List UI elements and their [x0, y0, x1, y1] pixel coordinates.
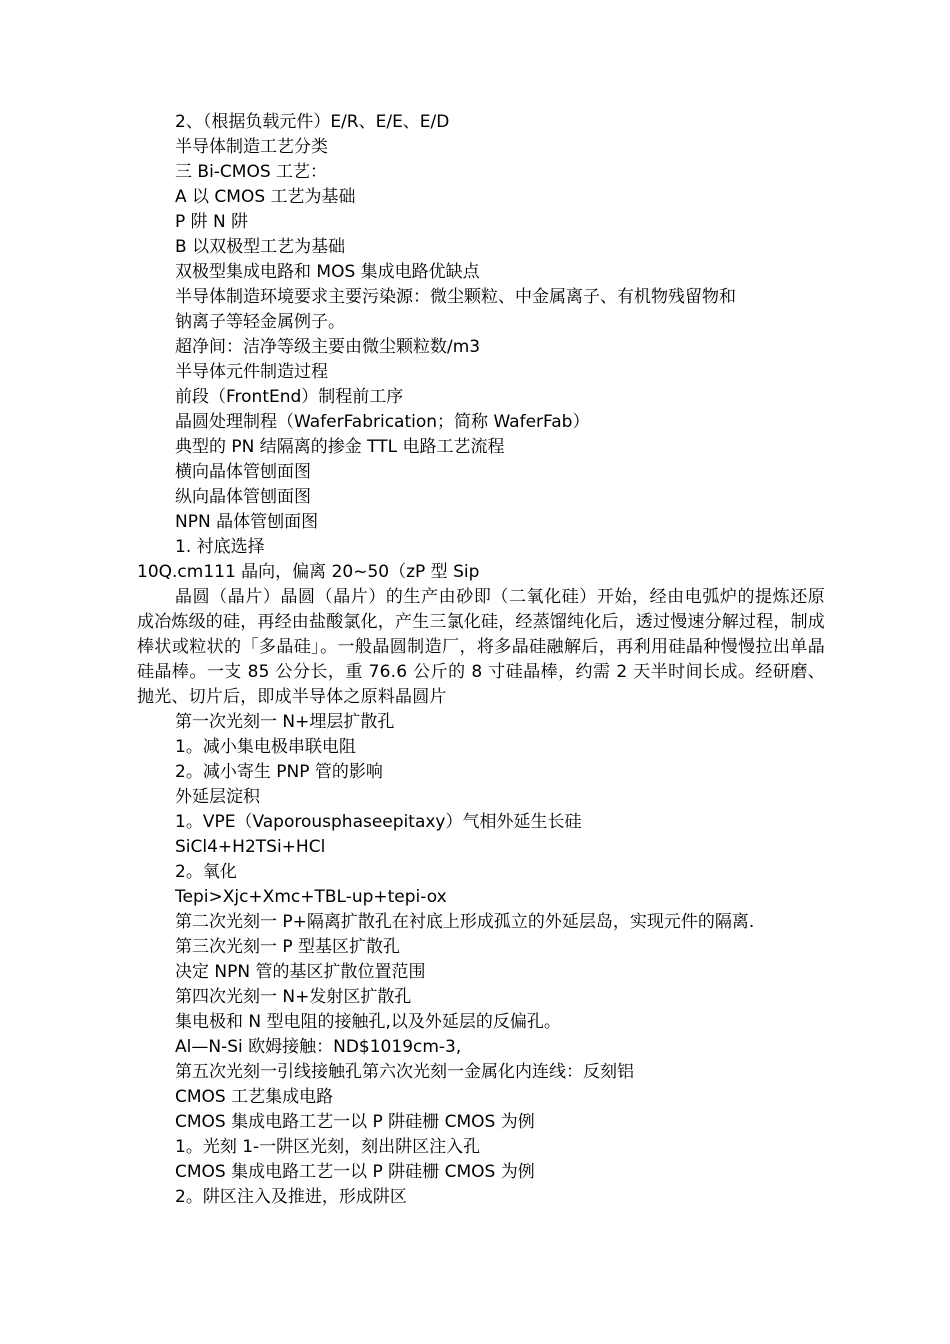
text-line: 第三次光刻一 P 型基区扩散孔: [175, 937, 401, 957]
text-line: 第二次光刻一 P+隔离扩散孔在衬底上形成孤立的外延层岛，实现元件的隔离.: [175, 912, 755, 932]
text-line: 钠离子等轻金属例子。: [175, 312, 345, 332]
text-line: NPN 晶体管刨面图: [175, 512, 319, 532]
text-line: 晶圆处理制程（WaferFabrication；简称 WaferFab）: [175, 412, 590, 432]
text-line: 半导体制造工艺分类: [175, 137, 328, 157]
text-line: 半导体元件制造过程: [175, 362, 328, 382]
text-line: 横向晶体管刨面图: [175, 462, 311, 482]
text-line: P 阱 N 阱: [175, 212, 249, 232]
text-line: 外延层淀积: [175, 787, 260, 807]
text-line: 第五次光刻一引线接触孔第六次光刻一金属化内连线：反刻铝: [175, 1062, 634, 1082]
text-line: A 以 CMOS 工艺为基础: [175, 187, 356, 207]
text-line: 半导体制造环境要求主要污染源：微尘颗粒、中金属离子、有机物残留物和: [175, 287, 736, 307]
text-line: 决定 NPN 管的基区扩散位置范围: [175, 962, 426, 982]
text-line: B 以双极型工艺为基础: [175, 237, 346, 257]
text-line: 1。光刻 1-一阱区光刻，刻出阱区注入孔: [175, 1137, 481, 1157]
document-body: [0, 110, 950, 1210]
text-line: 纵向晶体管刨面图: [175, 487, 311, 507]
text-line-flush: 10Q.cm111 晶向，偏离 20~50（zP 型 Sip: [137, 562, 480, 582]
text-line: 1. 衬底选择: [175, 537, 265, 557]
text-line: Tepi>Xjc+Xmc+TBL-up+tepi-ox: [175, 887, 447, 907]
text-line: 前段（FrontEnd）制程前工序: [175, 387, 404, 407]
text-line: Al—N-Si 欧姆接触：ND$1019cm-3,: [175, 1037, 462, 1057]
text-line: 集电极和 N 型电阻的接触孔,以及外延层的反偏孔。: [175, 1012, 561, 1032]
text-line: 1。减小集电极串联电阻: [175, 737, 356, 757]
text-line: 2。减小寄生 PNP 管的影响: [175, 762, 383, 782]
wafer-paragraph: 晶圆（晶片）晶圆（晶片）的生产由砂即（二氧化硅）开始，经由电弧炉的提炼还原成冶炼级的硅，再经由盐酸氯化，产生三氯化硅，经蒸馏纯化后，透过慢速分解过程，制成棒状或粒状的「多晶硅」。一般晶圆制造厂，将多晶硅融解后，再利用硅晶种慢慢拉出单晶硅晶棒。一支 85 公分长，重 76.6 公斤的 8 寸硅晶棒，约需 2 天半时间长成。经研磨、抛光、切片后，即成半导体之原料晶圆片: [137, 587, 825, 707]
text-line: 第一次光刻一 N+埋层扩散孔: [175, 712, 395, 732]
text-line: 第四次光刻一 N+发射区扩散孔: [175, 987, 412, 1007]
text-line: 超净间：洁净等级主要由微尘颗粒数/m3: [175, 337, 481, 357]
text-line: 2。氧化: [175, 862, 237, 882]
text-line: 2、（根据负载元件）E/R、E/E、E/D: [175, 112, 450, 132]
text-line: SiCl4+H2TSi+HCl: [175, 837, 326, 857]
text-line: 典型的 PN 结隔离的掺金 TTL 电路工艺流程: [175, 437, 505, 457]
text-line: 1。VPE（Vaporousphaseepitaxy）气相外延生长硅: [175, 812, 582, 832]
text-line: 双极型集成电路和 MOS 集成电路优缺点: [175, 262, 480, 282]
text-line: 2。阱区注入及推进，形成阱区: [175, 1187, 407, 1207]
text-line: 三 Bi-CMOS 工艺：: [175, 162, 328, 182]
text-line: CMOS 集成电路工艺一以 P 阱硅栅 CMOS 为例: [175, 1112, 535, 1132]
text-line: CMOS 集成电路工艺一以 P 阱硅栅 CMOS 为例: [175, 1162, 535, 1182]
text-line: CMOS 工艺集成电路: [175, 1087, 334, 1107]
